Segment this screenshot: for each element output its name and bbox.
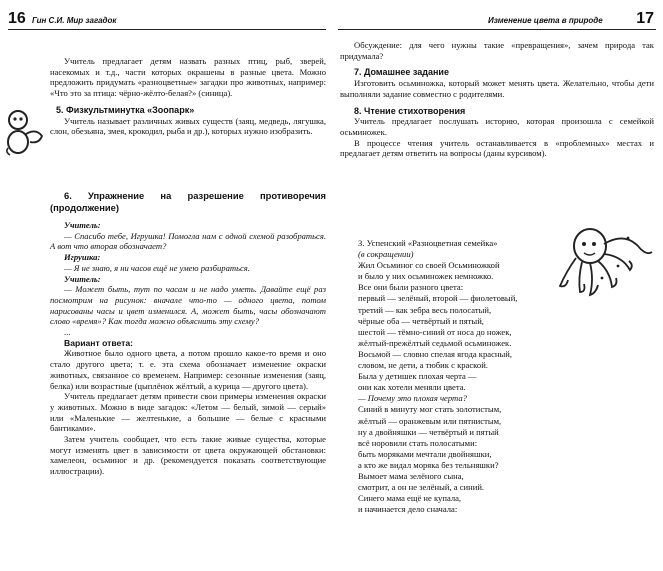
dialog-speaker-1: Учитель: [64, 220, 101, 230]
poem-line: третий — как зебра весь полосатый, [358, 304, 492, 315]
right-running-head: Изменение цвета в природе [488, 16, 603, 25]
right-page-header [338, 10, 656, 28]
poem-line: Восьмой — словно спелая ягода красный, [358, 348, 513, 359]
dialog-ellipsis: ... [64, 327, 71, 338]
toy-illustration [4, 108, 46, 156]
poem-line: Была у детишек плохая черта — [358, 371, 477, 382]
dialog-line-1: — Спасибо тебе, Игрушка! Помогла нам с одной схемой разобраться. А вот что вторая обозначает? [50, 230, 326, 252]
right-header-rule [338, 29, 656, 30]
section-8-title: 8. Чтение стихотворения [354, 105, 466, 116]
section-8-p1: Учитель предлагает послушать историю, которая произошла с семейкой осьминожек. [340, 116, 654, 137]
left-header-rule [8, 29, 326, 30]
poem-question: — Почему это плохая черта? [358, 393, 467, 404]
poem-source: З. Успенский «Разноцветная семейка» [358, 238, 498, 248]
left-column-top [50, 56, 326, 137]
dialog-line-2: — Я не знаю, я ни часов ещё не умею разбираться. [64, 262, 250, 273]
poem-line: Синего мама ещё не купала, [358, 493, 462, 504]
poem-line: смотрит, а он не зелёный, а синий. [358, 482, 485, 493]
poem-line: чёрные оба — четвёртый и пятый, [358, 315, 484, 326]
section-7-title: 7. Домашнее задание [354, 67, 449, 78]
poem-line: ну а двойняшки — четвёртый и пятый [358, 426, 499, 437]
poem-line: первый — зелёный, второй — фиолетовый, [358, 293, 518, 304]
section-8-p2: В процессе чтения учитель останавливается в «проблемных» местах и предлагает детям ответить на вопросы (даны курсивом). [340, 137, 654, 159]
poem-line: жёлтый — оранжевым или пятнистым, [358, 415, 502, 426]
right-page-number: 17 [636, 10, 654, 27]
examples-paragraph: Учитель предлагает детям привести свои примеры изменения окраски у животных. Можно в виде загадок: «Летом — белый, зимой — серый» или «Маленькие — желтенькие, а большие — белые с красными бантиками». [50, 391, 326, 434]
answer-text: Животное было одного цвета, а потом прошло какое-то время и оно стало другого цвета; т. е. эта схема обозначает изменение окраски животных, связанное со временем. Например: сезонные изменения (заяц, белка) или возрастные (цыплёнок жёлтый, а курица — другого цвета). [50, 348, 326, 391]
poem-line: Вымоет мама зелёного сына, [358, 470, 464, 481]
poem-line: и было у них осьминожек немножко. [358, 271, 494, 282]
poem-line: словом, не дети, а тюбик с краской. [358, 360, 488, 371]
poem-line: и начинается дело сначала: [358, 504, 458, 515]
poem-line: шестой — тёмно-синий от носа до ножек, [358, 326, 512, 337]
intro-paragraph: Учитель предлагает детям назвать разных птиц, рыб, зверей, насекомых и т.д., части которых окрашены в разные цвета. Можно предложить придумать «разноцветные» загадки про животных, например: «Что это за птица: чёрно-жёлто-белая?» (синица). [50, 56, 326, 99]
left-page-header [8, 10, 326, 28]
poem-line: быть моряками мечтали двойняшки, [358, 448, 492, 459]
section-7-text: Изготовить осьминожка, который может менять цвета. Желательно, чтобы дети выполняли задание совместно с родителями. [340, 78, 654, 99]
poem-line: всё норовили стать полосатыми: [358, 437, 478, 448]
answer-title: Вариант ответа: [64, 337, 134, 348]
dialog-speaker-2: Игрушка: [64, 252, 101, 263]
poem-line: жёлтый-прежёлтый седьмой осьминожек. [358, 337, 512, 348]
section-6-title: 6. Упражнение на разрешение противоречия (продолжение) [50, 190, 326, 213]
poem-block [358, 238, 658, 515]
left-column-main [50, 190, 326, 477]
poem-line: они как хотели меняли цвета. [358, 382, 466, 393]
poem-note: (в сокращении) [358, 249, 414, 260]
poem-line: Все они были разного цвета: [358, 282, 464, 293]
section-5-title: 5. Физкультминутка «Зоопарк» [56, 104, 195, 115]
dialog-speaker-3: Учитель: [64, 273, 101, 284]
poem-line: Жил Осьминог со своей Осьминожкой [358, 260, 500, 271]
section-5-text: Учитель называет различных живых существ (заяц, медведь, лягушка, слон, обезьяна, змея, крокодил, рыба и др.), которых нужно изобразить. [50, 115, 326, 137]
dialog-line-3: — Может быть, тут по часам и не надо уметь. Давайте ещё раз посмотрим на рисунок: вначале что-то — одного цвета, потом нарисованы часы и цвет изменился. А, может быть, часы обозначают слово «время»? Как тогда можно объяснить эту схему? [50, 284, 326, 327]
poem-line: а кто же видал моряка без тельняшки? [358, 459, 499, 470]
right-column-top [340, 40, 654, 159]
discussion-paragraph: Обсуждение: для чего нужны такие «превращения», зачем природа так придумала? [340, 40, 654, 61]
left-running-head: Гин С.И. Мир загадок [32, 16, 117, 25]
left-page-number: 16 [8, 10, 26, 27]
final-paragraph: Затем учитель сообщает, что есть такие живые существа, которые могут изменять цвет в зависимости от цвета окружающей обстановки: хамелеон, осьминог и др. (рекомендуется показать соответствующие иллюстрации). [50, 434, 326, 477]
poem-line: Синий в минуту мог стать золотистым, [358, 404, 502, 415]
